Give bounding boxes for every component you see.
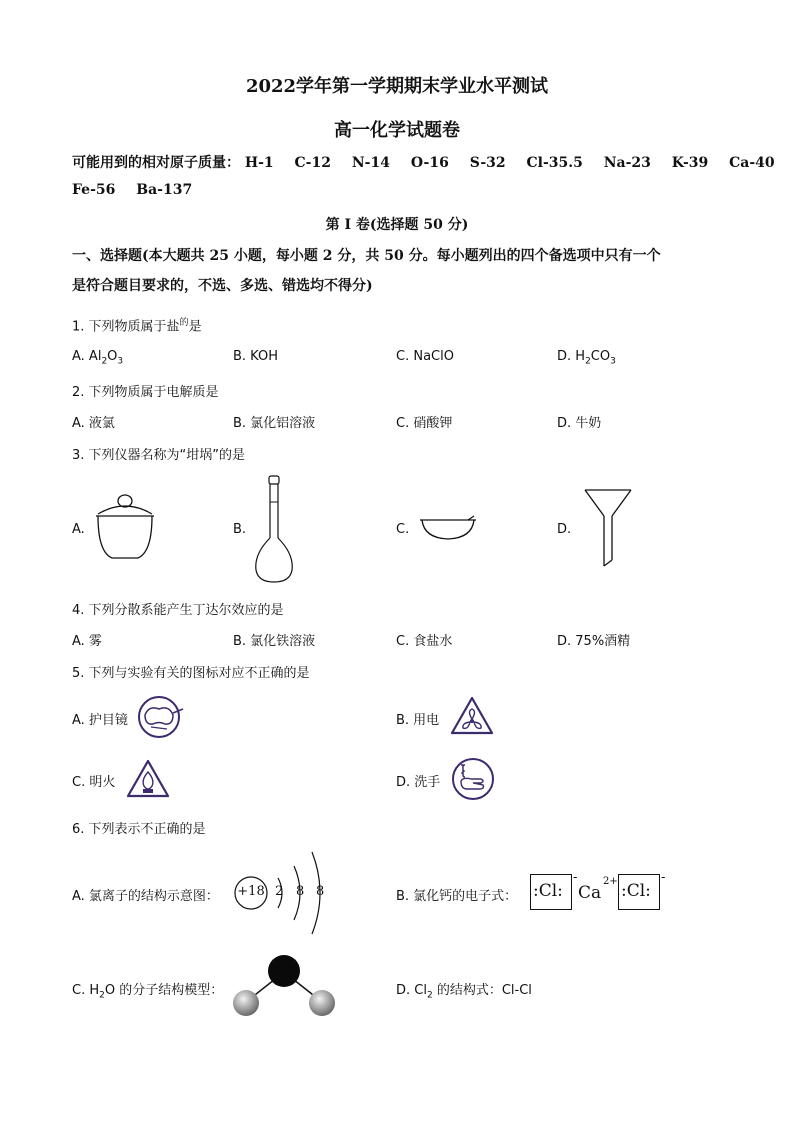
electricity-fan-icon (449, 695, 495, 737)
chloride-ion-structure (232, 846, 332, 936)
question-2-option-c: C. 硝酸钾 (396, 416, 453, 431)
question-1-option-b: B. KOH (233, 349, 279, 364)
charge-minus: - (573, 870, 578, 885)
subscript: 2 (585, 356, 591, 367)
option-text: O 的分子结构模型： (104, 983, 224, 998)
question-3-stem: 3. 下列仪器名称为“坩埚”的是 (72, 448, 246, 463)
exam-title: 2022学年第一学期期末学业水平测试 (245, 76, 549, 97)
question-6-option-a: A. 氯离子的结构示意图： (72, 889, 219, 904)
goggles-icon (137, 695, 185, 739)
question-1-stem (72, 315, 202, 334)
question-2-stem: 2. 下列物质属于电解质是 (72, 385, 219, 400)
question-6-option-d (396, 979, 532, 1001)
question-5-option-d: D. 洗手 (396, 775, 441, 790)
calcium-symbol: Ca (578, 883, 602, 903)
option-text: D. H (557, 349, 586, 364)
atomic-masses-label: 可能用到的相对原子质量： (72, 155, 240, 171)
funnel-icon (583, 486, 633, 570)
atomic-mass: H-1 (244, 155, 274, 171)
atomic-mass: Fe-56 (72, 182, 116, 198)
option-text: 的结构式：Cl-Cl (432, 983, 532, 998)
evaporating-dish-icon (418, 514, 478, 544)
atomic-mass: C-12 (294, 155, 331, 171)
question-5-option-a: A. 护目镜 (72, 713, 128, 728)
question-6-stem: 6. 下列表示不正确的是 (72, 822, 206, 837)
atomic-mass: K-39 (671, 155, 709, 171)
question-6-option-c (72, 979, 223, 1001)
stem-end: 是 (188, 319, 202, 335)
chloride-symbol: :Cl: (533, 881, 563, 901)
hand-washing-icon (451, 757, 495, 801)
section-instructions-2: 是符合题目要求的，不选、多选、错选均不得分) (72, 278, 373, 294)
open-flame-icon (125, 758, 171, 800)
atomic-mass: Cl-35.5 (526, 155, 583, 171)
section-instructions-1: 一、选择题(本大题共 25 小题，每小题 2 分，共 50 分。每小题列出的四个备选项中只有一个 (72, 248, 661, 264)
atomic-mass: Ca-40 (729, 155, 775, 171)
atomic-mass: Ba-137 (136, 182, 193, 198)
question-4-option-c: C. 食盐水 (396, 634, 453, 649)
question-3-option-d: D. (557, 522, 572, 537)
atomic-mass: O-16 (410, 155, 449, 171)
question-2-option-d: D. 牛奶 (557, 416, 602, 431)
atomic-mass: N-14 (351, 155, 390, 171)
subscript: 2 (99, 990, 105, 1001)
atomic-mass: S-32 (469, 155, 506, 171)
exam-subtitle: 高一化学试题卷 (334, 120, 460, 141)
calcium-charge: 2+ (603, 876, 618, 887)
question-3-option-a: A. (72, 522, 85, 537)
question-3-option-b: B. (233, 522, 247, 537)
water-molecule-model (228, 952, 340, 1022)
question-1-option-c: C. NaClO (396, 349, 454, 364)
subscript: 3 (610, 356, 616, 367)
crucible-icon (92, 492, 158, 564)
option-text: C. H (72, 983, 100, 998)
shell-electron-count: 8 (316, 884, 325, 899)
charge-minus: - (661, 870, 666, 885)
question-4-option-d: D. 75%酒精 (557, 634, 631, 649)
option-text: D. Cl (396, 983, 427, 998)
question-5-option-c: C. 明火 (72, 775, 116, 790)
atomic-mass: Na-23 (603, 155, 651, 171)
option-text: A. Al (72, 349, 102, 364)
section-title: 第 I 卷(选择题 50 分) (325, 217, 469, 233)
question-5-option-b: B. 用电 (396, 713, 440, 728)
atomic-masses-line2 (72, 182, 192, 198)
question-6-option-b: B. 氯化钙的电子式： (396, 889, 518, 904)
question-5-stem: 5. 下列与实验有关的图标对应不正确的是 (72, 666, 310, 681)
volumetric-flask-icon (252, 474, 296, 586)
question-4-stem: 4. 下列分散系能产生丁达尔效应的是 (72, 603, 284, 618)
atomic-masses-line1 (72, 152, 775, 172)
question-3-option-c: C. (396, 522, 410, 537)
question-1-option-d (557, 349, 616, 367)
shell-electron-count: 8 (296, 884, 305, 899)
nucleus-charge: +18 (237, 884, 265, 899)
option-text: CO (590, 349, 611, 364)
stem-text: 1. 下列物质属于盐 (72, 319, 180, 335)
question-2-option-b: B. 氯化铝溶液 (233, 416, 316, 431)
stem-sup: 的 (179, 318, 189, 328)
option-text: O (107, 349, 118, 364)
question-4-option-a: A. 雾 (72, 634, 102, 649)
subscript: 2 (426, 990, 433, 1001)
question-2-option-a: A. 液氯 (72, 416, 115, 431)
chloride-symbol: :Cl: (621, 881, 651, 901)
question-1-option-a (72, 349, 123, 367)
calcium-chloride-electron-formula (528, 872, 670, 912)
subscript: 3 (117, 356, 124, 367)
shell-electron-count: 2 (275, 884, 284, 899)
question-4-option-b: B. 氯化铁溶液 (233, 634, 316, 649)
subscript: 2 (101, 356, 108, 367)
